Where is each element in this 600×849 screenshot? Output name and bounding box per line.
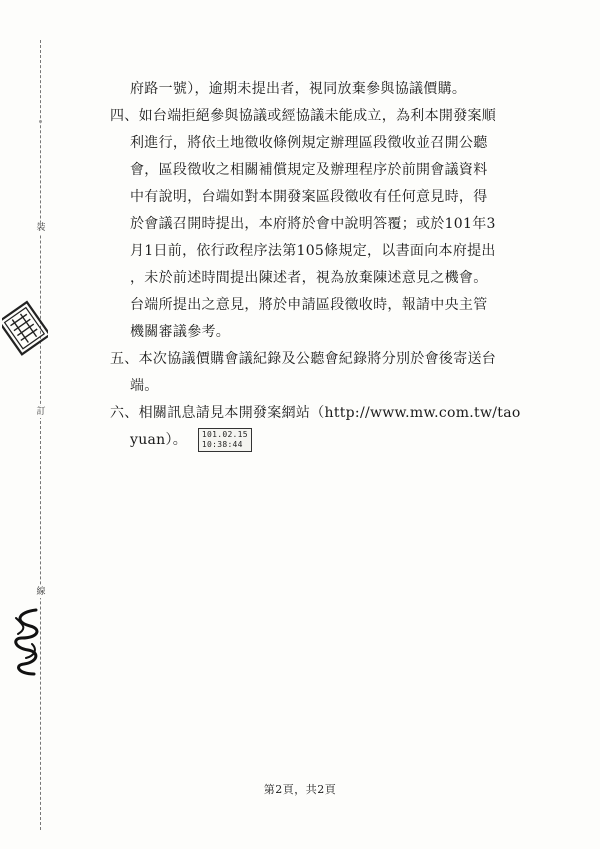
item-six-heading: 六、相關訊息請見本開發案網站（http://www.mw.com.tw/tao — [110, 405, 521, 421]
official-seal-icon — [2, 296, 48, 362]
body-line: 機關審議參考。 — [130, 324, 231, 340]
body-line: 中有說明，台端如對本開發案區段徵收有任何意見時，得 — [130, 189, 488, 205]
stamp-date: 101.02.15 — [201, 430, 248, 439]
stamp-time: 10:38:44 — [201, 440, 243, 449]
binding-mark-xian: 線 — [33, 586, 49, 598]
body-line: ，未於前述時間提出陳述者，視為放棄陳述意見之機會。 — [130, 270, 488, 286]
body-line: 府路一號），逾期未提出者，視同放棄參與協議價購。 — [130, 81, 467, 97]
body-line: 月1日前，依行政程序法第105條規定，以書面向本府提出 — [130, 243, 496, 259]
binding-line — [40, 40, 41, 830]
document-body — [110, 76, 530, 454]
page-number: 第2頁，共2頁 — [263, 783, 337, 796]
body-line: 端。 — [130, 378, 159, 394]
body-line: 利進行，將依土地徵收條例規定辦理區段徵收並召開公聽 — [130, 135, 488, 151]
body-line: 會，區段徵收之相關補償規定及辦理程序於前開會議資料 — [130, 162, 488, 178]
website-line-end: yuan）。 — [130, 432, 188, 448]
receipt-stamp — [198, 428, 252, 452]
margin-dot — [39, 120, 42, 123]
body-line-last — [110, 427, 530, 454]
signature-scribble-icon — [8, 604, 44, 680]
binding-mark-ding: 訂 — [33, 406, 49, 418]
body-line: 台端所提出之意見，將於申請區段徵收時，報請中央主管 — [130, 297, 488, 313]
item-five-heading: 五、本次協議價購會議紀錄及公聽會紀錄將分別於會後寄送台 — [110, 351, 497, 367]
binding-mark-zhuang: 裝 — [33, 222, 49, 234]
item-four-heading: 四、如台端拒絕參與協議或經協議未能成立，為利本開發案順 — [110, 108, 497, 124]
body-line: 於會議召開時提出，本府將於會中說明答覆；或於101年3 — [130, 216, 496, 232]
